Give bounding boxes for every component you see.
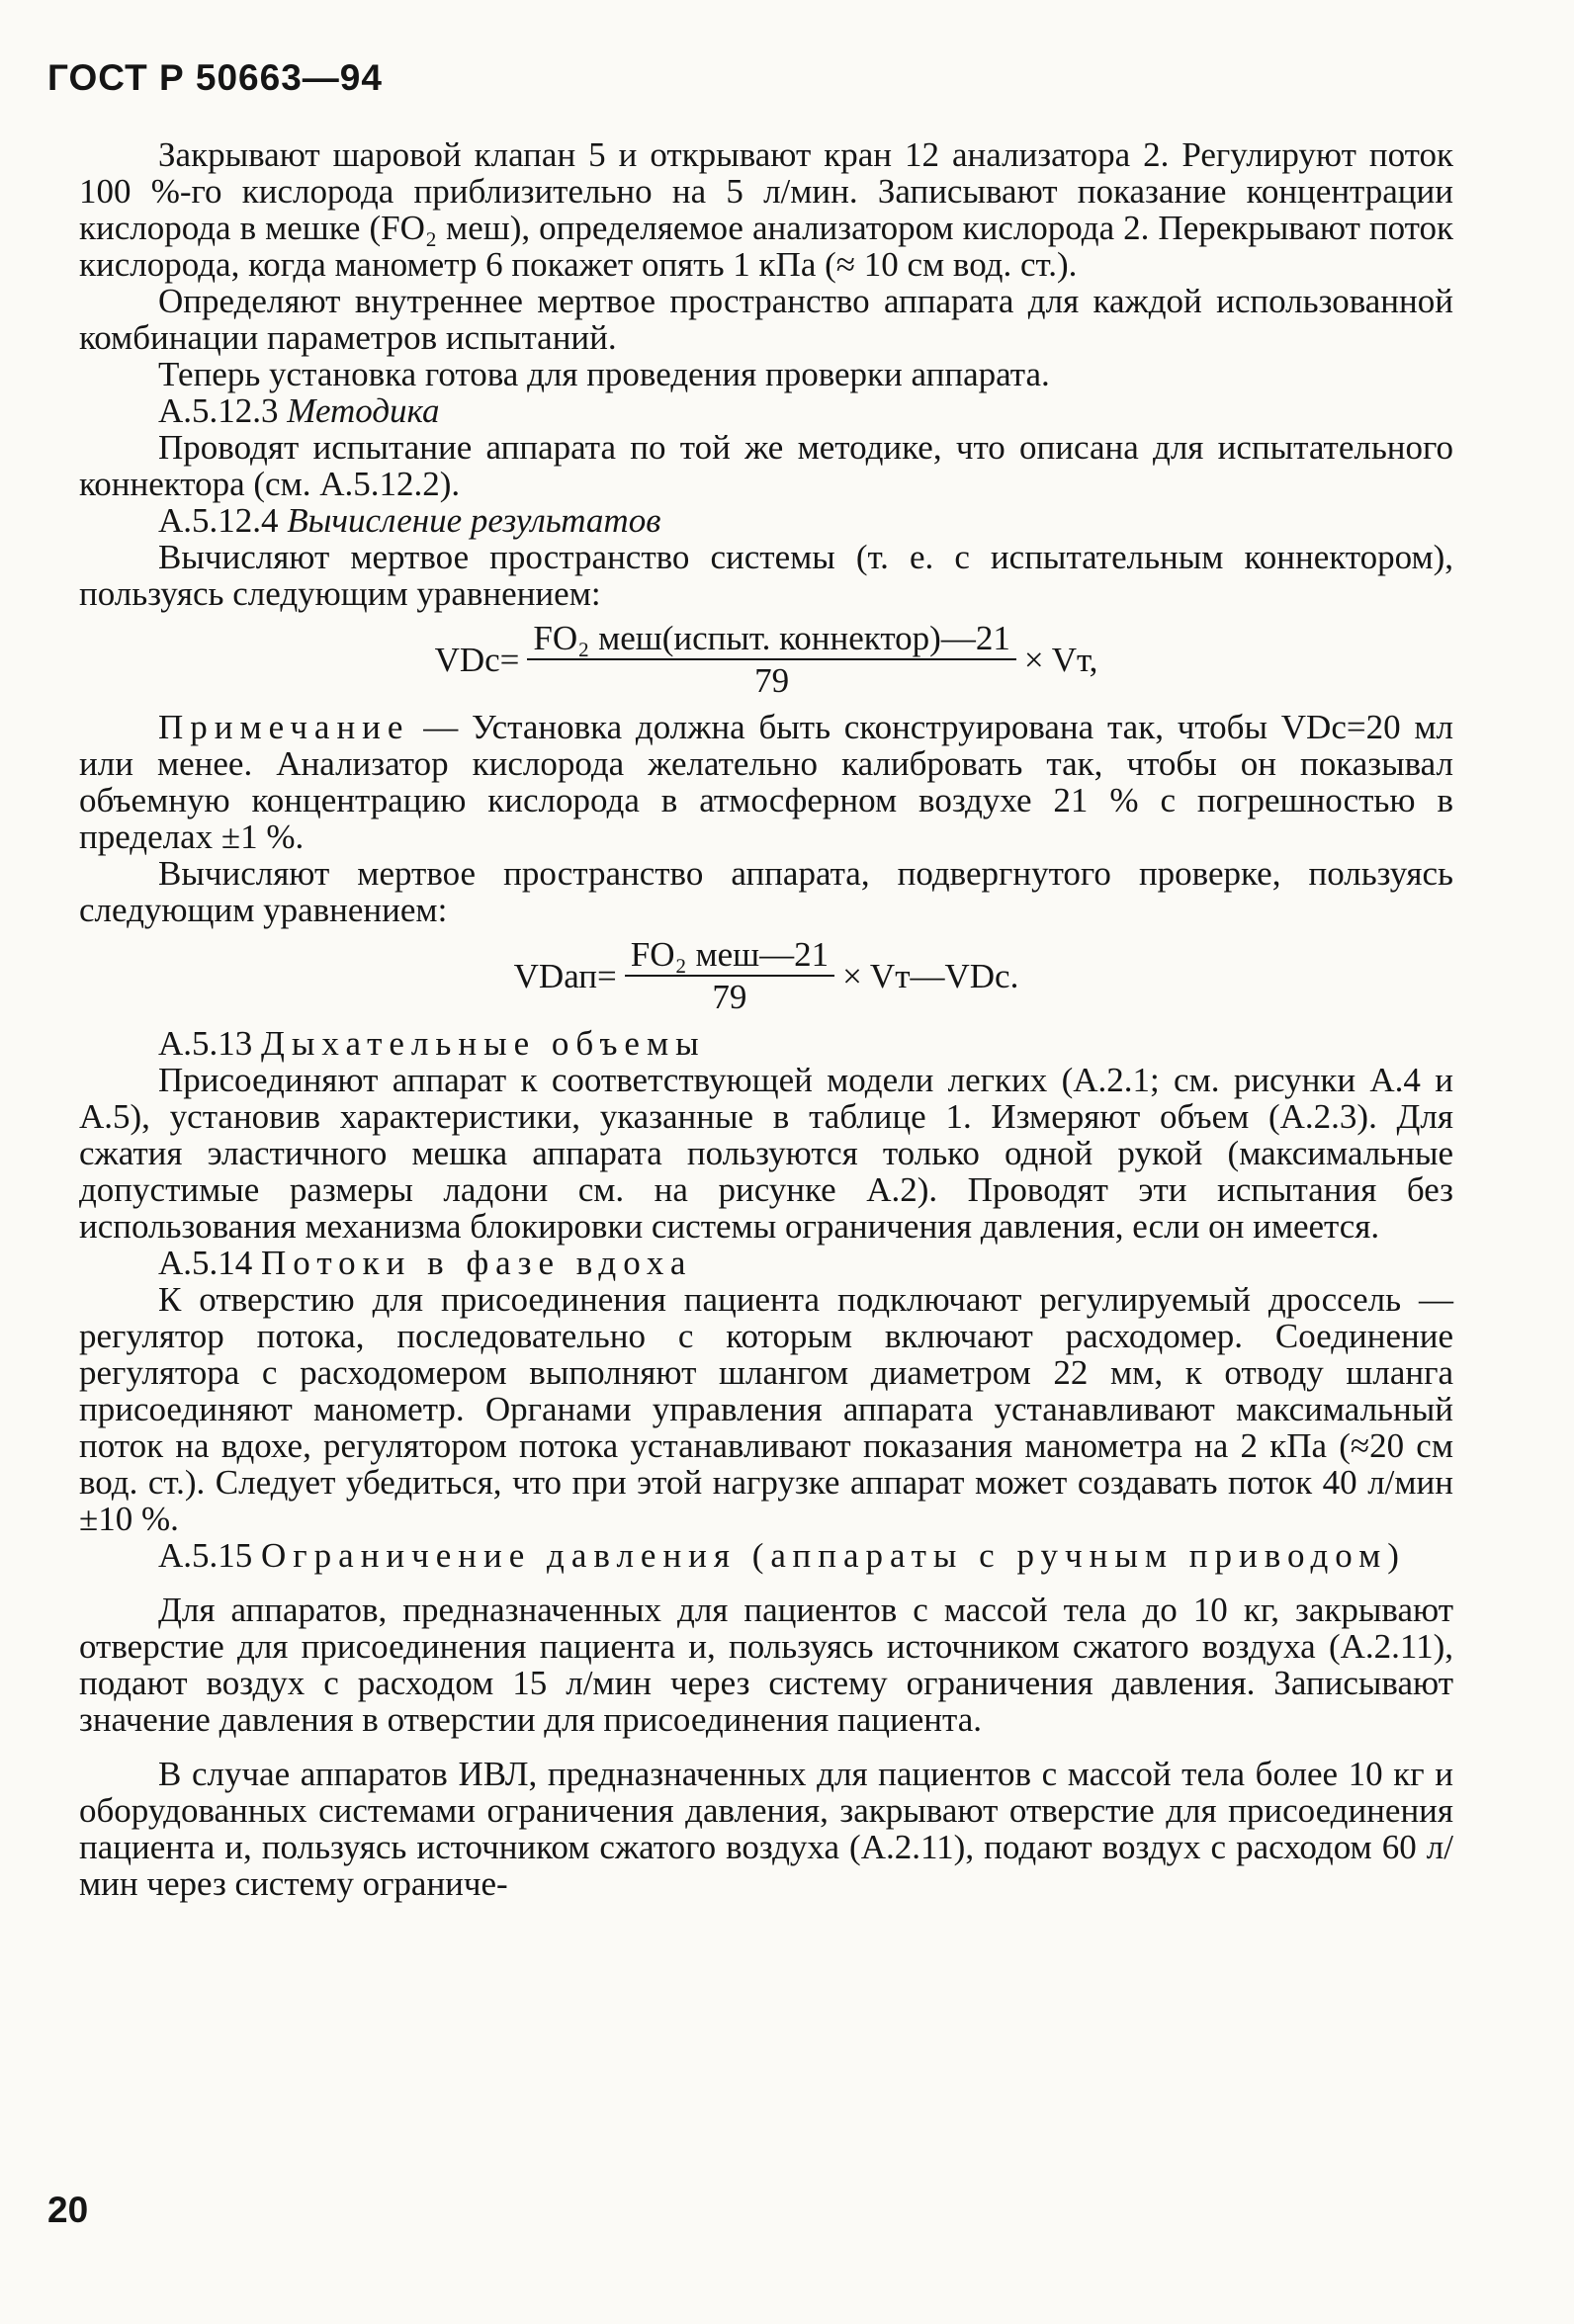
paragraph: Определяют внутреннее мертвое пространство аппарата для каждой использованной комбинации параметров испытаний. xyxy=(79,282,1453,357)
section-number: А.5.13 xyxy=(158,1024,253,1063)
section-title: Методика xyxy=(287,391,440,430)
note xyxy=(79,709,1453,855)
section-number: А.5.12.3 xyxy=(158,391,279,430)
formula-denominator: 79 xyxy=(712,978,747,1016)
section-heading-a515 xyxy=(79,1537,1453,1574)
section-title: Вычисление результатов xyxy=(287,501,661,540)
formula-denominator: 79 xyxy=(754,661,790,700)
formula-lhs: VDап= xyxy=(513,956,617,995)
paragraph: Теперь установка готова для проведения проверки аппарата. xyxy=(158,355,1050,393)
formula-rhs: × Vт, xyxy=(1023,640,1098,679)
section-title: Дыхательные объемы xyxy=(261,1024,706,1063)
section-heading-a5123 xyxy=(79,392,1453,429)
section-number: А.5.12.4 xyxy=(158,501,279,540)
formula-lhs: VDc= xyxy=(434,640,520,679)
formula-numerator: FO₂ меш—21 xyxy=(625,936,834,977)
section-heading-a513 xyxy=(79,1025,1453,1062)
section-title: Потоки в фазе вдоха xyxy=(261,1244,693,1282)
formula-dead-space-system xyxy=(79,620,1453,699)
formula-numerator: FO₂ меш(испыт. коннектор)—21 xyxy=(527,620,1015,660)
paragraph: Вычисляют мертвое пространство системы (т. е. с испытательным коннектором), пользуясь следующим уравнением: xyxy=(79,538,1453,613)
section-number: А.5.15 xyxy=(158,1536,253,1575)
paragraph: В случае аппаратов ИВЛ, предназначенных для пациентов с массой тела более 10 кг и оборудованных системами ограничения давления, закрывают отверстие для присоединения пациента и, пользуясь источником сжатого воздуха (А.2.11), подают воздух с расходом 60 л/мин через систему ограниче- xyxy=(79,1755,1453,1903)
section-heading-a514 xyxy=(79,1245,1453,1281)
page-header: ГОСТ Р 50663—94 xyxy=(47,57,383,98)
formula-rhs: × Vт—VDc. xyxy=(842,956,1019,995)
paragraph: Присоединяют аппарат к соответствующей модели легких (А.2.1; см. рисунки А.4 и А.5), установив характеристики, указанные в таблице 1. Измеряют объем (А.2.3). Для сжатия эластичного мешка аппарата пользуются только одной рукой (максимальные допустимые размеры ладони см. на рисунке А.2). Проводят эти испытания без использования механизма блокировки системы ограничения давления, если он имеется. xyxy=(79,1061,1453,1246)
section-title: Ограничение давления (аппараты с ручным приводом) xyxy=(261,1536,1406,1575)
note-label: Примечание xyxy=(158,708,410,746)
paragraph: Вычисляют мертвое пространство аппарата, подвергнутого проверке, пользуясь следующим уравнением: xyxy=(79,854,1453,929)
page-number: 20 xyxy=(47,2190,89,2230)
note-text: — Установка должна быть сконструирована так, чтобы VDc=20 мл или менее. Анализатор кислорода желательно калибровать так, чтобы он показывал объемную концентрацию кислорода в атмосферном воздухе 21 % с погрешностью в пределах ±1 %. xyxy=(79,708,1453,856)
formula-fraction xyxy=(527,620,1015,699)
formula-fraction xyxy=(625,936,834,1015)
formula-dead-space-apparatus xyxy=(79,936,1453,1015)
body-text xyxy=(79,136,1453,1902)
paragraph: Закрывают шаровой клапан 5 и открывают кран 12 анализатора 2. Регулируют поток 100 %-го кислорода приблизительно на 5 л/мин. Записывают показание концентрации кислорода в мешке (FO₂ меш), определяемое анализатором кислорода 2. Перекрывают поток кислорода, когда манометр 6 покажет опять 1 кПа (≈ 10 см вод. ст.). xyxy=(79,135,1453,284)
paragraph: Для аппаратов, предназначенных для пациентов с массой тела до 10 кг, закрывают отверстие для присоединения пациента и, пользуясь источником сжатого воздуха (А.2.11), подают воздух с расходом 15 л/мин через систему ограничения давления. Записывают значение давления в отверстии для присоединения пациента. xyxy=(79,1591,1453,1739)
section-number: А.5.14 xyxy=(158,1244,253,1282)
paragraph: Проводят испытание аппарата по той же методике, что описана для испытательного коннектора (см. А.5.12.2). xyxy=(79,428,1453,503)
paragraph: К отверстию для присоединения пациента подключают регулируемый дроссель — регулятор потока, последовательно с которым включают расходомер. Соединение регулятора с расходомером выполняют шлангом диаметром 22 мм, к отводу шланга присоединяют манометр. Органами управления аппарата устанавливают максимальный поток на вдохе, регулятором потока устанавливают показания манометра на 2 кПа (≈20 см вод. ст.). Следует убедиться, что при этой нагрузке аппарат может создавать поток 40 л/мин ±10 %. xyxy=(79,1280,1453,1538)
section-heading-a5124 xyxy=(79,502,1453,539)
